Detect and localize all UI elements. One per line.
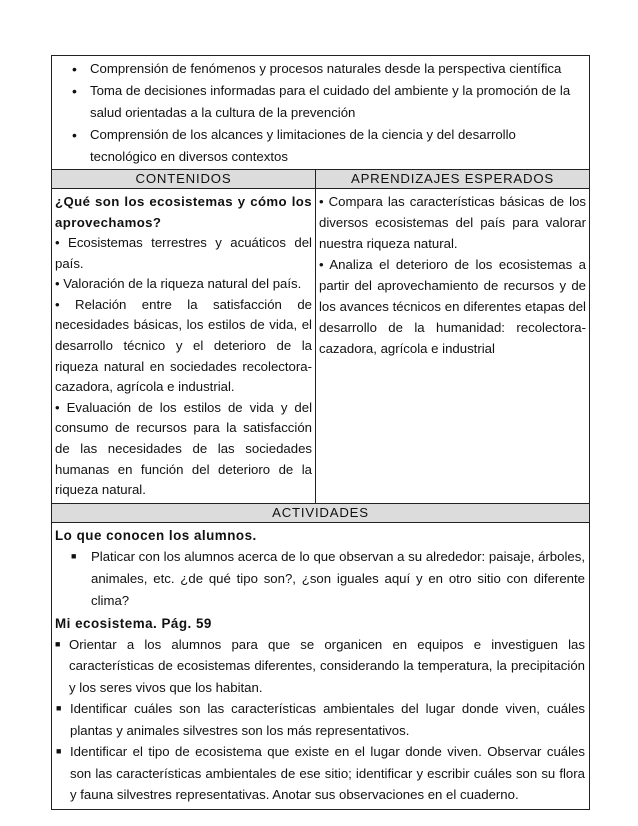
activity-text: Platicar con los alumnos acerca de lo que observan a su alrededor: paisaje, árboles, animales, etc. ¿de qué tipo son?, ¿son iguales aquí y en otro sitio con diferente clima? xyxy=(91,548,585,608)
contenido-item: • Relación entre la satisfacción de necesidades básicas, los estilos de vida, el desarrollo técnico y el deterioro de la riqueza natural en sociedades recolectora-cazadora, agrícola e industrial. xyxy=(55,296,312,395)
competencia-item: • Comprensión de los alcances y limitaciones de la ciencia y del desarrollo tecnológico en diversos contextos xyxy=(90,124,583,168)
activity-item xyxy=(55,698,585,741)
competencias-list xyxy=(52,56,589,169)
competencia-item: • Comprensión de fenómenos y procesos naturales desde la perspectiva científica xyxy=(90,58,583,80)
contenidos-question: ¿Qué son los ecosistemas y cómo los aprovechamos? xyxy=(55,194,312,230)
square-bullet-icon: ■ xyxy=(56,703,62,714)
square-bullet-icon: ■ xyxy=(56,746,62,757)
activity-item xyxy=(55,546,585,612)
actividades-row xyxy=(52,522,590,809)
section-title: Mi ecosistema. Pág. 59 xyxy=(55,615,212,631)
aprendizajes-header: APRENDIZAJES ESPERADOS xyxy=(316,170,590,189)
activity-text: Identificar el tipo de ecosistema que existe en el lugar donde viven. Observar cuáles son las características ambientales de ese sitio; identificar y escribir cuáles son su flora y fauna silvestres representativas. Anotar sus observaciones en el cuaderno. xyxy=(70,744,585,803)
competencias-cell xyxy=(52,56,590,170)
square-bullet-icon: ■ xyxy=(55,638,61,649)
document-page xyxy=(51,55,589,810)
actividades-cell xyxy=(52,522,590,809)
aprendizaje-item: • Analiza el deterioro de los ecosistemas a partir del aprovechamiento de recursos y de los avances técnicos en diferentes etapas del desarrollo de la humanidad: recolectora-cazadora, agrícola e industrial xyxy=(319,257,586,356)
section-title: Lo que conocen los alumnos. xyxy=(55,527,257,543)
competencia-item: • Toma de decisiones informadas para el cuidado del ambiente y la promoción de la salud orientadas a la cultura de la prevención xyxy=(90,80,583,124)
activity-text: Identificar cuáles son las características ambientales del lugar donde viven, cuáles plantas y animales silvestres son los más representativos. xyxy=(70,701,585,738)
contenido-item: • Valoración de la riqueza natural del país. xyxy=(55,276,302,292)
activity-item xyxy=(55,741,585,806)
competencias-row xyxy=(52,56,590,170)
header-row xyxy=(52,170,590,189)
actividades-header-row xyxy=(52,503,590,522)
contenidos-cell xyxy=(52,189,316,504)
square-bullet-icon: ■ xyxy=(71,550,77,561)
content-row xyxy=(52,189,590,504)
actividades-header: ACTIVIDADES xyxy=(52,503,590,522)
aprendizaje-item: • Compara las características básicas de los diversos ecosistemas del país para valorar nuestra riqueza natural. xyxy=(319,194,586,251)
contenido-item: • Ecosistemas terrestres y acuáticos del país. xyxy=(55,235,312,271)
aprendizajes-cell xyxy=(316,189,590,504)
contenido-item: • Evaluación de los estilos de vida y del consumo de recursos para la satisfacción de las necesidades de las sociedades humanas en función del deterioro de la riqueza natural. xyxy=(55,399,312,498)
planning-table xyxy=(51,55,590,810)
activity-item xyxy=(55,634,585,699)
contenidos-header: CONTENIDOS xyxy=(52,170,316,189)
activity-text: Orientar a los alumnos para que se organicen en equipos e investiguen las características de ecosistemas diferentes, considerando la temperatura, la precipitación y los seres vivos que los habitan. xyxy=(69,636,585,695)
